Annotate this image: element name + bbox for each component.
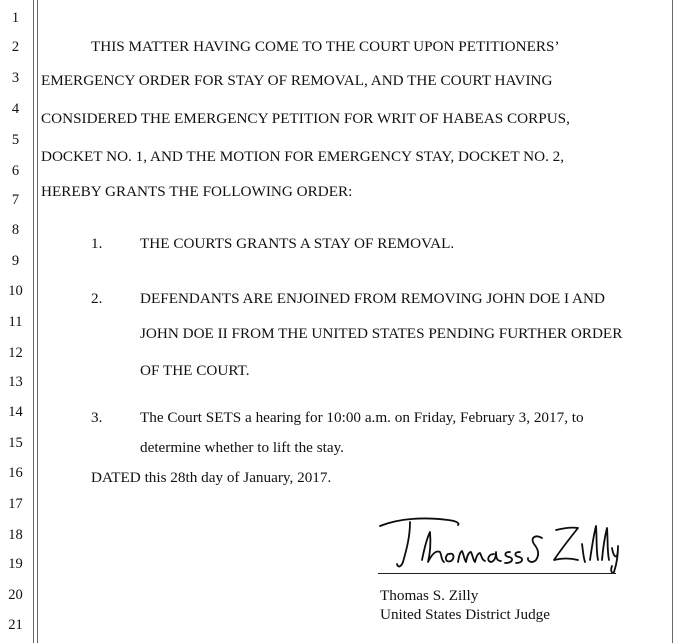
line-number: 5 bbox=[11, 132, 20, 148]
judge-name: Thomas S. Zilly bbox=[380, 587, 479, 604]
left-margin-rule-outer bbox=[33, 0, 34, 643]
line-number: 8 bbox=[11, 222, 20, 238]
line-number: 19 bbox=[8, 556, 23, 572]
left-margin-rule-inner bbox=[37, 0, 38, 643]
dated-line: DATED this 28th day of January, 2017. bbox=[91, 469, 332, 486]
line-number: 6 bbox=[11, 163, 20, 179]
order-number: 3. bbox=[91, 409, 103, 426]
order-number: 2. bbox=[91, 290, 103, 307]
line-number: 9 bbox=[11, 253, 20, 269]
line-number: 1 bbox=[11, 10, 20, 26]
line-number: 13 bbox=[8, 374, 23, 390]
line-number: 21 bbox=[8, 617, 23, 633]
line-number: 10 bbox=[8, 283, 23, 299]
judge-title: United States District Judge bbox=[380, 606, 550, 623]
order-text: OF THE COURT. bbox=[140, 362, 250, 379]
line-number: 12 bbox=[8, 345, 23, 361]
right-margin-rule bbox=[672, 0, 673, 643]
line-number: 17 bbox=[8, 496, 23, 512]
preamble-line: THIS MATTER HAVING COME TO THE COURT UPON PETITIONERS’ bbox=[91, 38, 560, 55]
preamble-line: CONSIDERED THE EMERGENCY PETITION FOR WRIT OF HABEAS CORPUS, bbox=[41, 110, 570, 127]
line-number: 11 bbox=[8, 314, 23, 330]
order-number: 1. bbox=[91, 235, 103, 252]
line-number: 2 bbox=[11, 39, 20, 55]
preamble-line: EMERGENCY ORDER FOR STAY OF REMOVAL, AND THE COURT HAVING bbox=[41, 72, 553, 89]
line-number: 3 bbox=[11, 70, 20, 86]
handwritten-signature bbox=[370, 514, 620, 581]
order-text: determine whether to lift the stay. bbox=[140, 439, 344, 456]
order-text: DEFENDANTS ARE ENJOINED FROM REMOVING JOHN DOE I AND bbox=[140, 290, 605, 307]
order-text: THE COURTS GRANTS A STAY OF REMOVAL. bbox=[140, 235, 455, 252]
line-number: 7 bbox=[11, 192, 20, 208]
order-text: The Court SETS a hearing for 10:00 a.m. on Friday, February 3, 2017, to bbox=[140, 409, 584, 426]
line-number: 15 bbox=[8, 435, 23, 451]
preamble-line: HEREBY GRANTS THE FOLLOWING ORDER: bbox=[41, 183, 353, 200]
preamble-line: DOCKET NO. 1, AND THE MOTION FOR EMERGENCY STAY, DOCKET NO. 2, bbox=[41, 148, 565, 165]
line-number: 4 bbox=[11, 101, 20, 117]
signature-line bbox=[378, 573, 616, 574]
line-number: 16 bbox=[8, 465, 23, 481]
line-number: 18 bbox=[8, 527, 23, 543]
line-number: 14 bbox=[8, 404, 23, 420]
signature-icon bbox=[370, 514, 620, 576]
line-number: 20 bbox=[8, 587, 23, 603]
order-text: JOHN DOE II FROM THE UNITED STATES PENDING FURTHER ORDER bbox=[140, 325, 623, 342]
